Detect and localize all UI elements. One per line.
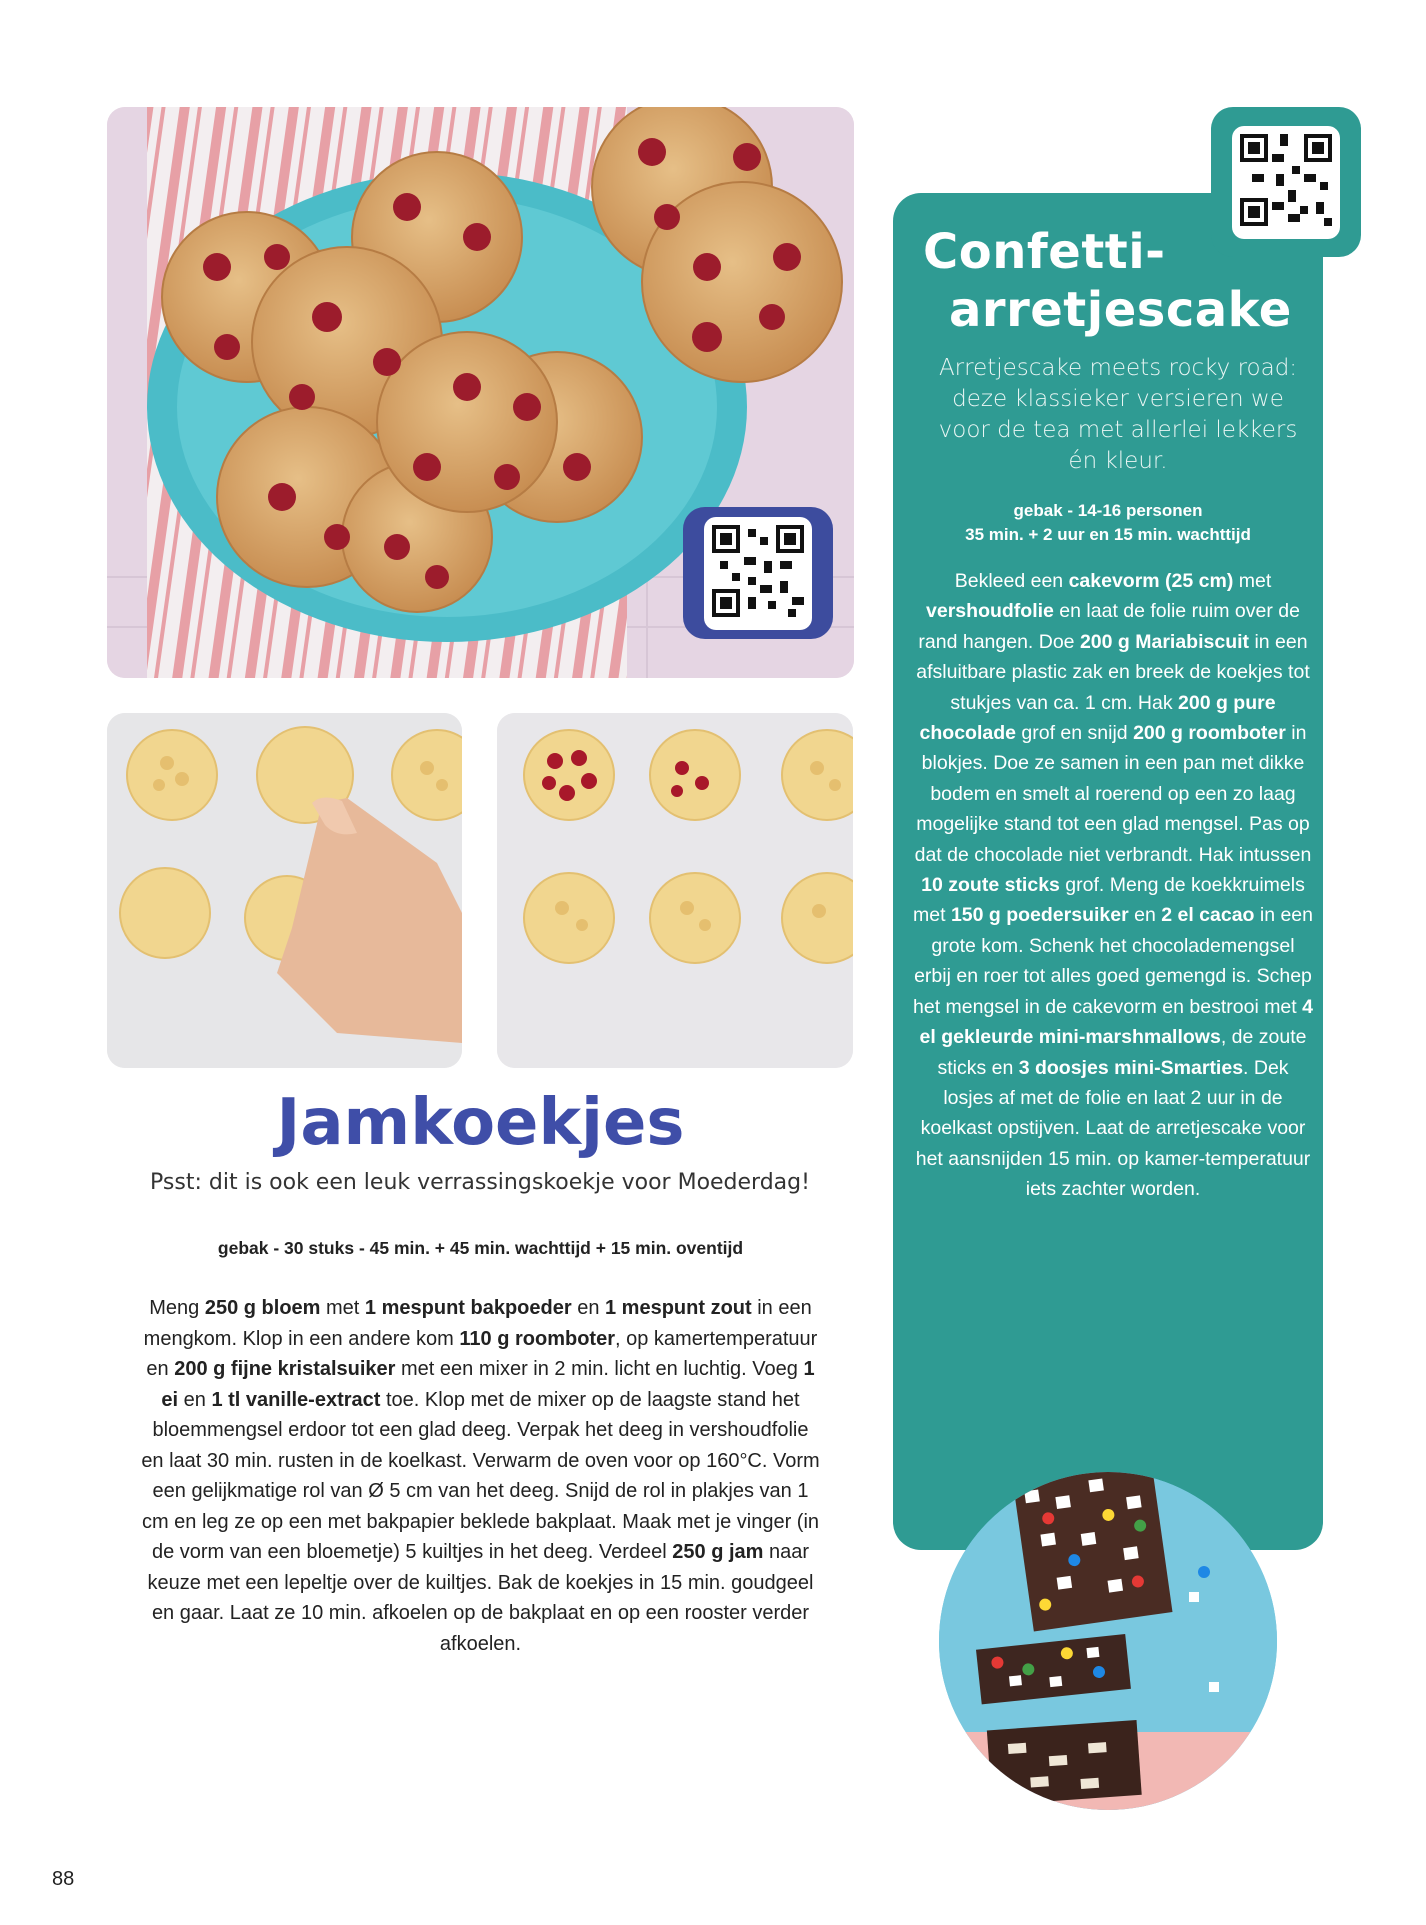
ingredient-highlight: 250 g bloem xyxy=(204,1297,321,1319)
ingredient-highlight: 200 g fijne kristalsuiker xyxy=(174,1358,396,1380)
page-number: 88 xyxy=(52,1868,75,1890)
qr-code-icon xyxy=(704,517,812,630)
ingredient-highlight: 200 g pure chocolade xyxy=(919,691,1276,745)
jamkoekjes-intro: Psst: dit is ook een leuk verrassingskoekje voor Moederdag! xyxy=(150,1170,810,1195)
arretjescake-intro: Arretjescake meets rocky road: deze klassieker versieren we voor de tea met allerlei lekkers én kleur. xyxy=(938,355,1298,474)
ingredient-highlight: 200 g Mariabiscuit xyxy=(1079,630,1250,653)
ingredient-highlight: 110 g roomboter xyxy=(459,1327,615,1350)
qr-code-frame[interactable] xyxy=(683,507,833,639)
ingredient-highlight: 2 el cacao xyxy=(1161,904,1255,927)
arretjescake-meta-line2: 35 min. + 2 uur en 15 min. wachttijd xyxy=(965,525,1251,544)
arretjescake-title-line1: Confetti- xyxy=(923,224,1166,280)
arretjescake-photo xyxy=(939,1472,1277,1810)
qr-code-frame[interactable] xyxy=(1211,107,1361,257)
ingredient-highlight: 10 zoute sticks xyxy=(921,874,1060,897)
step-photo-jam xyxy=(497,713,853,1068)
ingredient-highlight: 3 doosjes mini-Smarties xyxy=(1018,1056,1244,1079)
arretjescake-title-line2: arretjescake xyxy=(949,282,1292,338)
arretjescake-instructions: Bekleed een cakevorm (25 cm) met vershoudfolie en laat de folie ruim over de rand hangen. Doe 200 g Mariabiscuit in een afsluitbare plastic zak en breek de koekjes tot stukjes van ca. 1 cm. Hak 200 g pure chocolade grof en snijd 200 g roomboter in blokjes. Doe ze samen in een pan met dikke bodem en smelt al roerend op een zo laag mogelijke stand tot een glad mengsel. Pas op dat de chocolade niet verbrandt. Hak intussen 10 zoute sticks grof. Meng de koekkruimels met 150 g poedersuiker en 2 el cacao in een grote kom. Schenk het chocolademengsel erbij en roer tot alles goed gemengd is. Schep het mengsel in de cakevorm en bestrooi met 4 el gekleurde mini-marshmallows, de zoute sticks en 3 doosjes mini-Smarties. Dek losjes af met de folie en laat 2 uur in de koelkast opstijven. Laat de arretjescake voor het aansnijden 15 min. op kamer-temperatuur iets zachter worden. xyxy=(913,570,1314,1201)
jam-cookies-photo xyxy=(107,107,854,678)
jamkoekjes-instructions: Meng 250 g bloem met 1 mespunt bakpoeder en 1 mespunt zout in een mengkom. Klop in een andere kom 110 g roomboter, op kamertemperatuur en 200 g fijne kristalsuiker met een mixer in 2 min. licht en luchtig. Voeg 1 ei en 1 tl vanille-extract toe. Klop met de mixer op de laagste stand het bloemmengsel erdoor tot een glad deeg. Verpak het deeg in vershoudfolie en laat 30 min. rusten in de koelkast. Verwarm de oven voor op 160°C. Vorm een gelijkmatige rol van Ø 5 cm van het deeg. Snijd de rol in plakjes van 1 cm en leg ze op een met bakpapier beklede bakplaat. Maak met je vinger (in de vorm van een bloemetje) 5 kuiltjes in het deeg. Verdeel 250 g jam naar keuze met een lepeltje over de kuiltjes. Bak de koekjes in 15 min. goudgeel en gaar. Laat ze 10 min. afkoelen op de bakplaat en op een rooster verder afkoelen. xyxy=(141,1297,820,1655)
ingredient-highlight: 1 tl vanille-extract xyxy=(211,1388,381,1411)
ingredient-highlight: vershoudfolie xyxy=(926,600,1054,623)
ingredient-highlight: 4 el gekleurde mini-marshmallows xyxy=(919,995,1313,1049)
ingredient-highlight: 250 g jam xyxy=(672,1541,764,1563)
ingredient-highlight: 1 ei xyxy=(161,1358,815,1411)
ingredient-highlight: cakevorm (25 cm) xyxy=(1068,570,1234,592)
qr-code-icon xyxy=(1232,126,1340,239)
ingredient-highlight: 1 mespunt bakpoeder xyxy=(364,1297,572,1319)
step-photo-press xyxy=(107,713,462,1068)
ingredient-highlight: 200 g roomboter xyxy=(1133,722,1286,745)
ingredient-highlight: 1 mespunt zout xyxy=(605,1297,752,1319)
jamkoekjes-meta: gebak - 30 stuks - 45 min. + 45 min. wachttijd + 15 min. oventijd xyxy=(217,1238,744,1258)
arretjescake-meta xyxy=(903,499,1313,547)
ingredient-highlight: 150 g poedersuiker xyxy=(950,904,1129,927)
arretjescake-card xyxy=(893,193,1323,1550)
jamkoekjes-title: Jamkoekjes xyxy=(276,1086,685,1160)
arretjescake-meta-line1: gebak - 14-16 personen xyxy=(1013,501,1203,520)
